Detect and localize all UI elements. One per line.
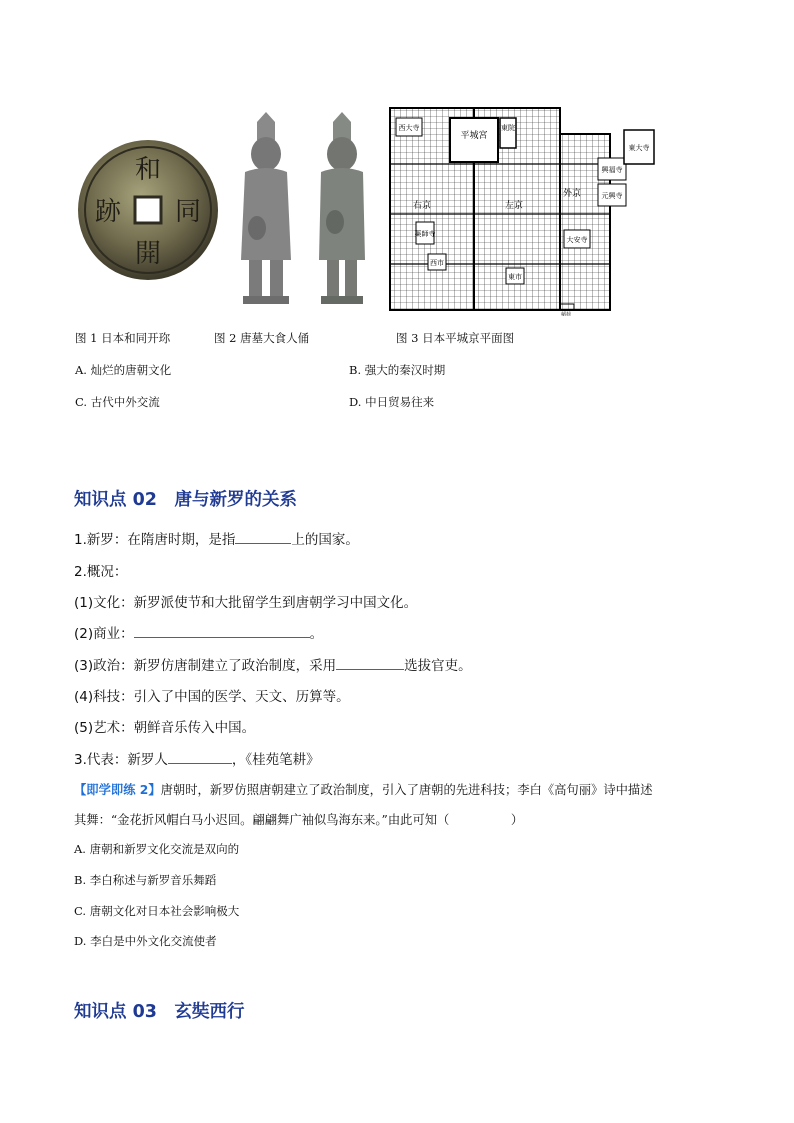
option-d[interactable]: D. 中日贸易往来	[349, 395, 435, 409]
option-c[interactable]: C. 古代中外交流	[75, 395, 160, 409]
blank-4[interactable]	[168, 751, 232, 764]
option-a[interactable]: A. 灿烂的唐朝文化	[75, 363, 172, 377]
question2-tag: 【即学即练 2】	[74, 783, 161, 797]
caption-fig3: 图 3 日本平城京平面图	[396, 331, 515, 345]
section02-line5: (3)政治：新罗仿唐制建立了政治制度，采用 选拔官吏。	[74, 658, 472, 674]
svg-text:跡: 跡	[94, 197, 122, 227]
coin-image	[76, 122, 220, 294]
section02-line4: (2)商业： 。	[74, 626, 324, 642]
section02-line6: (4)科技：引入了中国的医学、天文、历算等。	[74, 689, 350, 705]
heijokyo-map	[388, 104, 658, 316]
q2-option-d[interactable]: D. 李白是中外文化交流使者	[74, 934, 217, 948]
question2-line2: 其舞：“金花折风帽白马小迟回。翩翩舞广袖似鸟海东来。”由此可知（ ）	[74, 813, 524, 827]
svg-text:開: 開	[134, 239, 162, 269]
svg-text:稲荷: 稲荷	[560, 312, 572, 316]
q2-option-c[interactable]: C. 唐朝文化对日本社会影响极大	[74, 904, 240, 918]
section02-line2: 2.概况：	[74, 564, 128, 580]
svg-text:同: 同	[174, 197, 202, 227]
figurine-image-side	[307, 110, 377, 310]
svg-text:左京: 左京	[504, 201, 524, 211]
section02-line3: (1)文化：新罗派使节和大批留学生到唐朝学习中国文化。	[74, 595, 418, 611]
option-b[interactable]: B. 强大的秦汉时期	[349, 363, 446, 377]
svg-text:大安寺: 大安寺	[566, 236, 588, 244]
question2-line1: 【即学即练 2】唐朝时，新罗仿照唐朝建立了政治制度，引入了唐朝的先进科技；李白《高句丽》诗中描述	[74, 783, 653, 797]
blank-1[interactable]	[235, 531, 291, 544]
svg-text:薬師寺: 薬師寺	[414, 230, 436, 238]
section-title-02: 知识点 02 唐与新罗的关系	[74, 490, 297, 510]
caption-fig1: 图 1 日本和同开珎	[75, 331, 171, 345]
svg-text:和: 和	[134, 155, 162, 185]
svg-text:東市: 東市	[508, 273, 522, 281]
section-title-03: 知识点 03 玄奘西行	[74, 1002, 245, 1022]
q2-option-a[interactable]: A. 唐朝和新罗文化交流是双向的	[74, 842, 240, 856]
svg-text:元興寺: 元興寺	[601, 192, 623, 200]
section02-line8: 3.代表：新罗人 ，《桂苑笔耕》	[74, 752, 320, 768]
svg-text:平城宮: 平城宮	[460, 131, 488, 141]
section02-line7: (5)艺术：朝鲜音乐传入中国。	[74, 720, 256, 736]
caption-fig2: 图 2 唐墓大食人俑	[214, 331, 310, 345]
svg-text:右京: 右京	[412, 201, 432, 211]
blank-2[interactable]	[134, 625, 310, 638]
svg-text:興福寺: 興福寺	[601, 166, 623, 174]
section02-line1: 1.新罗：在隋唐时期，是指 上的国家。	[74, 532, 359, 548]
svg-text:東大寺: 東大寺	[628, 144, 650, 152]
q2-option-b[interactable]: B. 李白称述与新罗音乐舞蹈	[74, 873, 217, 887]
svg-text:外京: 外京	[562, 189, 582, 199]
svg-text:西大寺: 西大寺	[398, 124, 420, 132]
blank-3[interactable]	[336, 657, 404, 670]
svg-text:西市: 西市	[430, 259, 444, 267]
svg-text:東院: 東院	[501, 124, 515, 132]
figurine-image-front	[231, 110, 301, 310]
